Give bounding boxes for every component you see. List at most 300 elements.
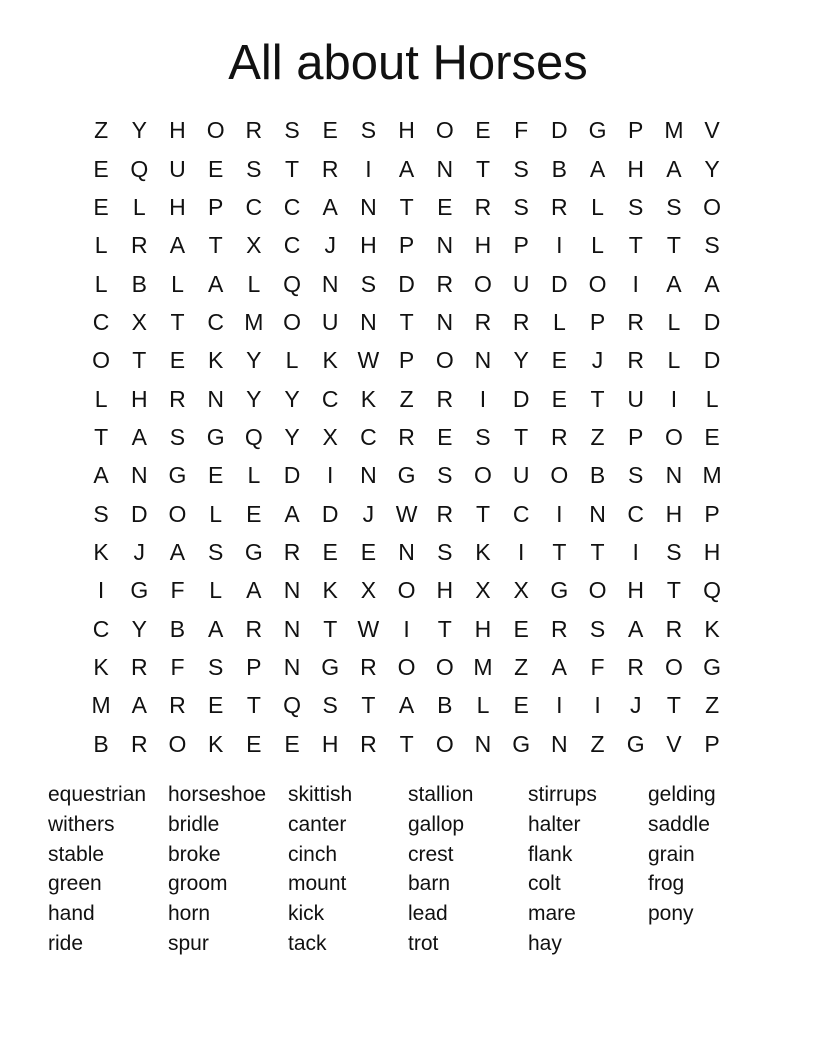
grid-letter: C	[245, 193, 263, 220]
word-list-item: crest	[408, 842, 454, 866]
grid-letter: D	[703, 308, 721, 335]
grid-letter: K	[704, 615, 720, 642]
grid-letter: T	[208, 232, 223, 259]
grid-letter: L	[591, 232, 604, 259]
grid-letter: S	[589, 615, 606, 642]
grid-letter: P	[704, 730, 720, 757]
grid-letter: T	[361, 692, 376, 719]
grid-letter: K	[207, 347, 224, 374]
grid-letter: J	[629, 692, 642, 719]
grid-letter: X	[131, 308, 147, 335]
grid-letter: N	[360, 308, 377, 335]
word-list-item: broke	[168, 842, 221, 866]
grid-letter: E	[513, 692, 529, 719]
grid-letter: G	[244, 538, 263, 565]
grid-letter: S	[666, 538, 682, 565]
grid-letter: R	[130, 232, 148, 259]
grid-letter: R	[627, 308, 645, 335]
grid-letter: E	[437, 423, 453, 450]
grid-letter: Z	[590, 423, 605, 450]
grid-letter: Q	[703, 577, 722, 604]
word-list-item: pony	[648, 902, 694, 926]
grid-letter: E	[93, 193, 109, 220]
grid-letter: H	[398, 117, 415, 144]
grid-letter: L	[285, 347, 299, 374]
grid-letter: S	[207, 653, 224, 680]
grid-letter: T	[323, 615, 338, 642]
grid-letter: G	[130, 577, 149, 604]
grid-letter: B	[131, 270, 147, 297]
grid-letter: T	[590, 385, 605, 412]
word-list-item	[648, 929, 768, 959]
word-list-item: mount	[288, 872, 347, 896]
grid-letter: A	[131, 423, 147, 450]
grid-letter: Y	[246, 385, 262, 412]
grid-letter: L	[209, 500, 223, 527]
grid-letter: T	[552, 538, 567, 565]
grid-letter: R	[551, 615, 568, 642]
grid-letter: O	[168, 730, 187, 757]
grid-letter: S	[169, 423, 186, 450]
grid-letter: Y	[513, 347, 529, 374]
grid-letter: Z	[590, 730, 605, 757]
grid-letter: I	[670, 385, 678, 412]
grid-letter: P	[246, 653, 262, 680]
grid-letter: L	[171, 270, 184, 297]
grid-letter: V	[704, 117, 720, 144]
word-list-item: kick	[288, 902, 325, 926]
grid-letter: A	[398, 155, 415, 182]
grid-letter: U	[627, 385, 645, 412]
grid-letter: L	[209, 577, 223, 604]
grid-letter: Z	[399, 385, 414, 412]
grid-letter: I	[556, 692, 563, 719]
grid-letter: S	[666, 193, 682, 220]
grid-letter: N	[283, 653, 301, 680]
word-list-item: stable	[48, 842, 105, 866]
grid-letter: C	[360, 423, 377, 450]
grid-letter: A	[207, 270, 224, 297]
grid-letter: J	[591, 347, 604, 374]
grid-letter: J	[362, 500, 375, 527]
grid-letter: R	[474, 308, 492, 335]
grid-letter: Y	[284, 385, 300, 412]
grid-letter: G	[550, 577, 569, 604]
word-list-item: bridle	[168, 812, 220, 836]
grid-letter: G	[321, 653, 340, 680]
grid-letter: L	[667, 308, 681, 335]
grid-letter: Y	[131, 615, 147, 642]
grid-letter: D	[512, 385, 530, 412]
grid-letter: O	[435, 117, 454, 144]
grid-letter: W	[395, 500, 418, 527]
grid-letter: P	[398, 232, 415, 259]
grid-letter: I	[365, 155, 372, 182]
grid-letter: D	[398, 270, 415, 297]
grid-letter: N	[283, 577, 301, 604]
grid-row	[82, 111, 732, 149]
word-list-item: stallion	[408, 783, 474, 806]
grid-letter: A	[551, 653, 568, 680]
grid-letter: N	[130, 462, 148, 489]
grid-letter: R	[436, 500, 454, 527]
grid-letter: P	[628, 117, 644, 144]
grid-letter: T	[666, 692, 681, 719]
grid-letter: U	[169, 155, 186, 182]
word-list-item: saddle	[648, 812, 710, 836]
grid-letter: N	[436, 155, 454, 182]
grid-letter: I	[403, 615, 410, 642]
grid-letter: L	[247, 270, 261, 297]
grid-letter: S	[93, 500, 109, 527]
grid-letter: T	[475, 500, 490, 527]
grid-row	[82, 303, 732, 341]
grid-letter: O	[397, 577, 416, 604]
grid-letter: X	[246, 232, 262, 259]
word-list-item: canter	[288, 812, 347, 836]
grid-letter: N	[360, 193, 377, 220]
grid-letter: D	[551, 270, 568, 297]
grid-letter: U	[512, 462, 530, 489]
grid-letter: H	[474, 615, 492, 642]
grid-letter: O	[92, 347, 111, 374]
grid-letter: B	[93, 730, 109, 757]
grid-letter: S	[475, 423, 491, 450]
grid-letter: A	[322, 193, 338, 220]
grid-letter: L	[552, 308, 566, 335]
grid-letter: H	[703, 538, 721, 565]
grid-letter: N	[436, 232, 454, 259]
grid-letter: K	[360, 385, 377, 412]
word-list-item: horseshoe	[168, 783, 267, 806]
grid-letter: T	[475, 155, 490, 182]
grid-letter: H	[169, 117, 186, 144]
grid-row	[82, 609, 732, 647]
grid-letter: S	[628, 462, 644, 489]
grid-letter: R	[130, 653, 148, 680]
grid-letter: A	[666, 270, 682, 297]
grid-row	[82, 264, 732, 302]
grid-letter: M	[473, 653, 493, 680]
grid-letter: C	[321, 385, 339, 412]
grid-letter: N	[321, 270, 339, 297]
grid-letter: V	[666, 730, 682, 757]
grid-letter: E	[284, 730, 300, 757]
grid-letter: T	[666, 577, 681, 604]
word-list-item: cinch	[288, 842, 338, 866]
grid-letter: K	[93, 653, 109, 680]
grid-letter: S	[437, 462, 453, 489]
grid-letter: L	[591, 193, 604, 220]
word-list-item: halter	[528, 812, 581, 836]
word-list-item: frog	[648, 872, 685, 896]
grid-letter: D	[321, 500, 339, 527]
grid-letter: G	[206, 423, 225, 450]
grid-letter: T	[437, 615, 452, 642]
word-list-item: green	[48, 872, 102, 896]
grid-row	[82, 418, 732, 456]
grid-letter: Y	[704, 155, 720, 182]
grid-letter: E	[169, 347, 186, 374]
grid-letter: T	[170, 308, 185, 335]
grid-letter: L	[705, 385, 719, 412]
grid-letter: O	[283, 308, 301, 335]
word-list-item: hand	[48, 902, 95, 926]
grid-letter: K	[322, 347, 338, 374]
grid-letter: S	[360, 117, 377, 144]
grid-row	[82, 341, 732, 379]
grid-letter: N	[360, 462, 377, 489]
grid-letter: E	[360, 538, 377, 565]
grid-letter: A	[628, 615, 644, 642]
grid-row	[82, 188, 732, 226]
grid-letter: E	[246, 500, 262, 527]
grid-letter: I	[594, 692, 601, 719]
grid-letter: W	[357, 347, 380, 374]
grid-letter: R	[360, 730, 377, 757]
grid-letter: N	[589, 500, 606, 527]
grid-letter: O	[588, 270, 607, 297]
grid-letter: P	[398, 347, 415, 374]
grid-letter: R	[283, 538, 301, 565]
word-list-item: colt	[528, 872, 561, 896]
grid-letter: R	[169, 692, 186, 719]
grid-letter: R	[130, 730, 148, 757]
word-list-item: grain	[648, 842, 695, 866]
word-list-item: stirrups	[528, 783, 597, 806]
grid-letter: M	[244, 308, 264, 335]
grid-letter: T	[399, 308, 414, 335]
grid-letter: O	[435, 347, 454, 374]
grid-letter: S	[284, 117, 300, 144]
grid-letter: D	[703, 347, 721, 374]
grid-letter: G	[626, 730, 645, 757]
grid-letter: G	[397, 462, 416, 489]
grid-letter: N	[551, 730, 568, 757]
grid-letter: A	[398, 692, 415, 719]
grid-letter: N	[207, 385, 224, 412]
grid-letter: N	[474, 347, 492, 374]
grid-letter: O	[435, 730, 454, 757]
grid-letter: T	[590, 538, 605, 565]
word-list-item: skittish	[288, 783, 353, 806]
word-list-item: hay	[528, 931, 562, 955]
grid-letter: C	[627, 500, 645, 527]
grid-letter: F	[170, 577, 185, 604]
grid-letter: A	[284, 500, 300, 527]
grid-row	[82, 456, 732, 494]
grid-letter: E	[246, 730, 262, 757]
grid-letter: H	[169, 193, 186, 220]
grid-letter: R	[665, 615, 683, 642]
grid-letter: A	[169, 538, 186, 565]
grid-letter: A	[704, 270, 720, 297]
grid-letter: F	[170, 653, 185, 680]
grid-letter: U	[512, 270, 530, 297]
grid-letter: Q	[283, 692, 301, 719]
grid-letter: R	[321, 155, 339, 182]
word-list-item: mare	[528, 902, 576, 926]
grid-letter: T	[132, 347, 147, 374]
letter-grid	[82, 111, 732, 763]
grid-row	[82, 494, 732, 532]
grid-letter: C	[283, 193, 301, 220]
grid-letter: R	[436, 270, 454, 297]
grid-letter: R	[245, 615, 263, 642]
grid-letter: O	[397, 653, 416, 680]
grid-letter: P	[704, 500, 720, 527]
word-list-item: withers	[48, 812, 115, 836]
grid-letter: R	[512, 308, 530, 335]
grid-letter: S	[704, 232, 720, 259]
grid-letter: R	[360, 653, 377, 680]
grid-letter: T	[246, 692, 261, 719]
grid-letter: J	[133, 538, 146, 565]
grid-letter: F	[590, 653, 605, 680]
grid-letter: E	[551, 385, 568, 412]
word-list-item: groom	[168, 872, 228, 896]
grid-letter: L	[132, 193, 146, 220]
word-list-item: ride	[48, 931, 84, 955]
grid-row	[82, 571, 732, 609]
grid-letter: O	[474, 270, 492, 297]
word-list-item: spur	[168, 931, 209, 955]
grid-letter: C	[283, 232, 301, 259]
grid-letter: R	[169, 385, 186, 412]
grid-letter: S	[437, 538, 453, 565]
grid-letter: H	[436, 577, 454, 604]
grid-letter: P	[589, 308, 606, 335]
grid-letter: F	[514, 117, 529, 144]
grid-letter: S	[628, 193, 644, 220]
grid-letter: C	[207, 308, 224, 335]
grid-letter: Z	[94, 117, 109, 144]
grid-letter: E	[475, 117, 491, 144]
grid-letter: A	[131, 692, 147, 719]
grid-letter: C	[512, 500, 530, 527]
grid-letter: E	[551, 347, 568, 374]
grid-letter: E	[207, 692, 224, 719]
grid-letter: P	[207, 193, 224, 220]
grid-letter: N	[436, 308, 454, 335]
grid-letter: A	[207, 615, 224, 642]
grid-letter: L	[476, 692, 490, 719]
grid-row	[82, 686, 732, 724]
grid-letter: M	[664, 117, 684, 144]
grid-letter: Y	[284, 423, 300, 450]
grid-letter: L	[94, 385, 108, 412]
grid-letter: M	[702, 462, 722, 489]
grid-letter: Q	[130, 155, 149, 182]
grid-letter: R	[551, 423, 568, 450]
grid-letter: B	[551, 155, 568, 182]
word-list-item: tack	[288, 931, 327, 955]
grid-letter: X	[475, 577, 491, 604]
grid-letter: O	[664, 653, 683, 680]
grid-letter: O	[168, 500, 187, 527]
grid-letter: R	[398, 423, 415, 450]
grid-letter: W	[357, 615, 380, 642]
grid-letter: I	[327, 462, 334, 489]
grid-letter: R	[436, 385, 454, 412]
grid-letter: I	[632, 538, 639, 565]
grid-letter: B	[169, 615, 186, 642]
grid-letter: O	[474, 462, 492, 489]
grid-letter: A	[666, 155, 682, 182]
grid-letter: H	[360, 232, 377, 259]
grid-letter: G	[168, 462, 187, 489]
grid-letter: I	[479, 385, 487, 412]
grid-letter: O	[664, 423, 683, 450]
grid-letter: T	[94, 423, 109, 450]
grid-letter: U	[321, 308, 339, 335]
grid-letter: H	[665, 500, 683, 527]
grid-letter: R	[551, 193, 568, 220]
grid-letter: Q	[244, 423, 263, 450]
grid-letter: I	[632, 270, 639, 297]
grid-letter: T	[628, 232, 643, 259]
grid-row	[82, 725, 732, 763]
grid-letter: T	[666, 232, 681, 259]
grid-letter: L	[247, 462, 261, 489]
grid-letter: H	[474, 232, 492, 259]
grid-letter: S	[360, 270, 377, 297]
grid-row	[82, 533, 732, 571]
grid-letter: I	[97, 577, 105, 604]
word-list-item: gallop	[408, 812, 465, 836]
grid-letter: G	[703, 653, 722, 680]
word-list-item: gelding	[648, 783, 716, 806]
word-list	[48, 780, 768, 959]
grid-letter: K	[93, 538, 109, 565]
grid-letter: D	[551, 117, 568, 144]
grid-letter: N	[474, 730, 492, 757]
grid-letter: R	[627, 347, 645, 374]
grid-letter: A	[589, 155, 606, 182]
grid-letter: R	[627, 653, 645, 680]
grid-row	[82, 379, 732, 417]
grid-letter: L	[94, 232, 108, 259]
grid-letter: R	[245, 117, 263, 144]
grid-letter: C	[92, 308, 110, 335]
grid-letter: G	[588, 117, 607, 144]
grid-letter: P	[513, 232, 529, 259]
grid-letter: L	[667, 347, 681, 374]
grid-letter: M	[91, 692, 111, 719]
grid-letter: B	[437, 692, 453, 719]
grid-letter: A	[246, 577, 262, 604]
grid-letter: A	[93, 462, 109, 489]
grid-letter: G	[512, 730, 531, 757]
grid-letter: C	[92, 615, 110, 642]
grid-letter: X	[322, 423, 338, 450]
grid-letter: H	[321, 730, 339, 757]
grid-letter: E	[322, 538, 338, 565]
grid-letter: N	[665, 462, 683, 489]
grid-letter: S	[207, 538, 224, 565]
grid-letter: J	[324, 232, 336, 259]
grid-letter: O	[206, 117, 225, 144]
word-list-item: barn	[408, 872, 451, 896]
grid-row	[82, 226, 732, 264]
grid-letter: K	[322, 577, 338, 604]
grid-letter: P	[628, 423, 644, 450]
grid-letter: D	[130, 500, 148, 527]
word-list-item: lead	[408, 902, 448, 926]
grid-letter: B	[589, 462, 606, 489]
grid-letter: E	[207, 462, 224, 489]
grid-letter: L	[94, 270, 108, 297]
